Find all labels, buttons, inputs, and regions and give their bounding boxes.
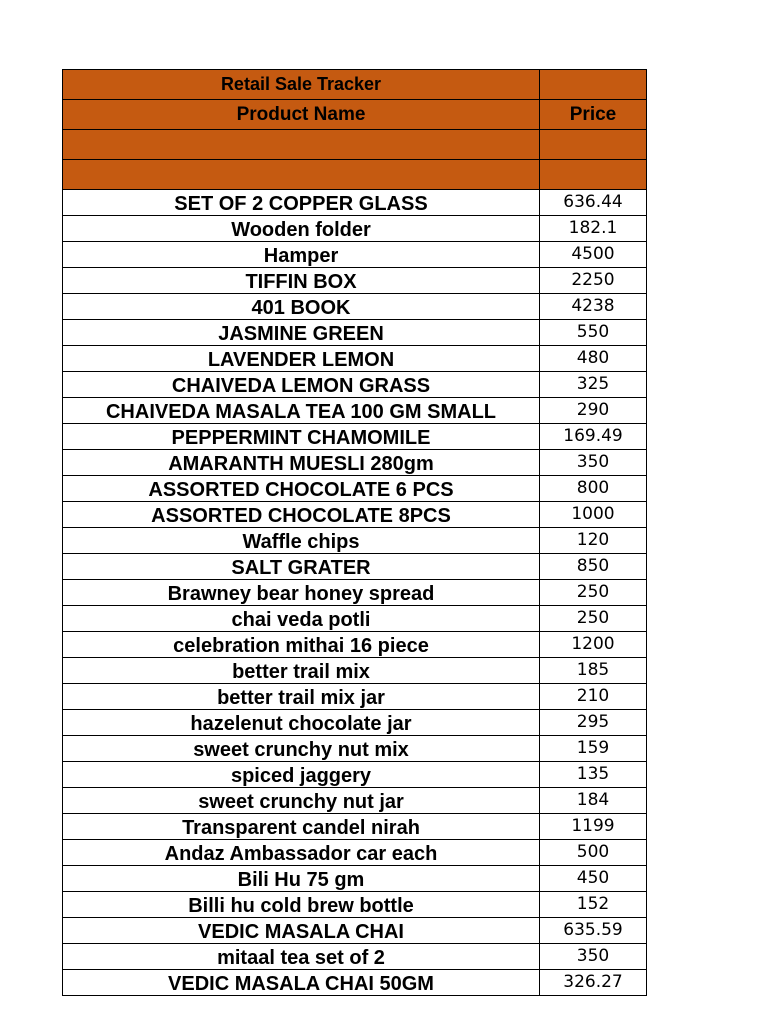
product-name-cell[interactable]: Brawney bear honey spread [63, 580, 540, 606]
price-cell[interactable]: 185 [540, 658, 647, 684]
blank-header-row [63, 160, 647, 190]
price-cell[interactable]: 169.49 [540, 424, 647, 450]
product-name-cell[interactable]: CHAIVEDA LEMON GRASS [63, 372, 540, 398]
table-row [63, 476, 647, 502]
price-cell[interactable]: 184 [540, 788, 647, 814]
table-row [63, 892, 647, 918]
blank-header-cell[interactable] [63, 130, 540, 160]
table-row [63, 762, 647, 788]
table-row [63, 736, 647, 762]
product-name-cell[interactable]: mitaal tea set of 2 [63, 944, 540, 970]
price-cell[interactable]: 4238 [540, 294, 647, 320]
table-row [63, 866, 647, 892]
product-name-cell[interactable]: Waffle chips [63, 528, 540, 554]
product-name-cell[interactable]: sweet crunchy nut jar [63, 788, 540, 814]
table-row [63, 788, 647, 814]
price-cell[interactable]: 1200 [540, 632, 647, 658]
product-name-cell[interactable]: spiced jaggery [63, 762, 540, 788]
price-cell[interactable]: 1000 [540, 502, 647, 528]
table-row [63, 814, 647, 840]
price-cell[interactable]: 250 [540, 580, 647, 606]
product-name-cell[interactable]: VEDIC MASALA CHAI [63, 918, 540, 944]
table-row [63, 606, 647, 632]
product-name-cell[interactable]: JASMINE GREEN [63, 320, 540, 346]
price-cell[interactable]: 135 [540, 762, 647, 788]
price-cell[interactable]: 120 [540, 528, 647, 554]
price-cell[interactable]: 350 [540, 450, 647, 476]
blank-header-cell[interactable] [63, 160, 540, 190]
product-name-cell[interactable]: PEPPERMINT CHAMOMILE [63, 424, 540, 450]
product-name-cell[interactable]: Andaz Ambassador car each [63, 840, 540, 866]
product-name-cell[interactable]: 401 BOOK [63, 294, 540, 320]
table-row [63, 970, 647, 996]
product-name-cell[interactable]: Wooden folder [63, 216, 540, 242]
product-name-cell[interactable]: TIFFIN BOX [63, 268, 540, 294]
price-cell[interactable]: 636.44 [540, 190, 647, 216]
product-name-cell[interactable]: LAVENDER LEMON [63, 346, 540, 372]
table-row [63, 502, 647, 528]
product-name-cell[interactable]: better trail mix [63, 658, 540, 684]
table-row [63, 580, 647, 606]
title-row [63, 70, 647, 100]
price-cell[interactable]: 182.1 [540, 216, 647, 242]
product-name-cell[interactable]: Hamper [63, 242, 540, 268]
table-row [63, 372, 647, 398]
product-name-cell[interactable]: ASSORTED CHOCOLATE 8PCS [63, 502, 540, 528]
table-row [63, 944, 647, 970]
table-row [63, 918, 647, 944]
product-name-cell[interactable]: better trail mix jar [63, 684, 540, 710]
price-cell[interactable]: 210 [540, 684, 647, 710]
product-name-cell[interactable]: CHAIVEDA MASALA TEA 100 GM SMALL [63, 398, 540, 424]
product-name-cell[interactable]: Billi hu cold brew bottle [63, 892, 540, 918]
table-row [63, 424, 647, 450]
table-row [63, 268, 647, 294]
product-name-cell[interactable]: Transparent candel nirah [63, 814, 540, 840]
table-row [63, 242, 647, 268]
price-cell[interactable]: 450 [540, 866, 647, 892]
table-row [63, 190, 647, 216]
product-name-cell[interactable]: VEDIC MASALA CHAI 50GM [63, 970, 540, 996]
price-cell[interactable]: 635.59 [540, 918, 647, 944]
sheet-title[interactable]: Retail Sale Tracker [63, 70, 540, 100]
table-row [63, 710, 647, 736]
blank-header-cell[interactable] [540, 160, 647, 190]
table-row [63, 658, 647, 684]
blank-header-cell[interactable] [540, 130, 647, 160]
price-cell[interactable]: 500 [540, 840, 647, 866]
price-cell[interactable]: 290 [540, 398, 647, 424]
table-row [63, 398, 647, 424]
table-row [63, 632, 647, 658]
table-row [63, 346, 647, 372]
table-row [63, 840, 647, 866]
price-cell[interactable]: 4500 [540, 242, 647, 268]
table-row [63, 684, 647, 710]
table-row [63, 554, 647, 580]
price-cell[interactable]: 250 [540, 606, 647, 632]
price-cell[interactable]: 295 [540, 710, 647, 736]
price-cell[interactable]: 326.27 [540, 970, 647, 996]
price-cell[interactable]: 800 [540, 476, 647, 502]
product-name-cell[interactable]: ASSORTED CHOCOLATE 6 PCS [63, 476, 540, 502]
table-row [63, 320, 647, 346]
product-name-cell[interactable]: AMARANTH MUESLI 280gm [63, 450, 540, 476]
price-cell[interactable]: 480 [540, 346, 647, 372]
blank-header-row [63, 130, 647, 160]
table-row [63, 294, 647, 320]
price-cell[interactable]: 850 [540, 554, 647, 580]
product-name-cell[interactable]: hazelenut chocolate jar [63, 710, 540, 736]
column-header-row [63, 100, 647, 130]
price-cell[interactable]: 159 [540, 736, 647, 762]
product-name-cell[interactable]: sweet crunchy nut mix [63, 736, 540, 762]
price-cell[interactable]: 2250 [540, 268, 647, 294]
price-cell[interactable]: 152 [540, 892, 647, 918]
table-row [63, 528, 647, 554]
price-cell[interactable]: 550 [540, 320, 647, 346]
table-row [63, 216, 647, 242]
product-name-cell[interactable]: chai veda potli [63, 606, 540, 632]
retail-sale-tracker-table [62, 69, 647, 996]
price-cell[interactable]: 325 [540, 372, 647, 398]
product-name-cell[interactable]: Bili Hu 75 gm [63, 866, 540, 892]
product-name-cell[interactable]: celebration mithai 16 piece [63, 632, 540, 658]
price-cell[interactable]: 350 [540, 944, 647, 970]
product-name-cell[interactable]: SET OF 2 COPPER GLASS [63, 190, 540, 216]
title-row-empty-cell[interactable] [540, 70, 647, 100]
product-name-cell[interactable]: SALT GRATER [63, 554, 540, 580]
table-row [63, 450, 647, 476]
price-cell[interactable]: 1199 [540, 814, 647, 840]
price-header[interactable]: Price [540, 100, 647, 130]
product-name-header[interactable]: Product Name [63, 100, 540, 130]
